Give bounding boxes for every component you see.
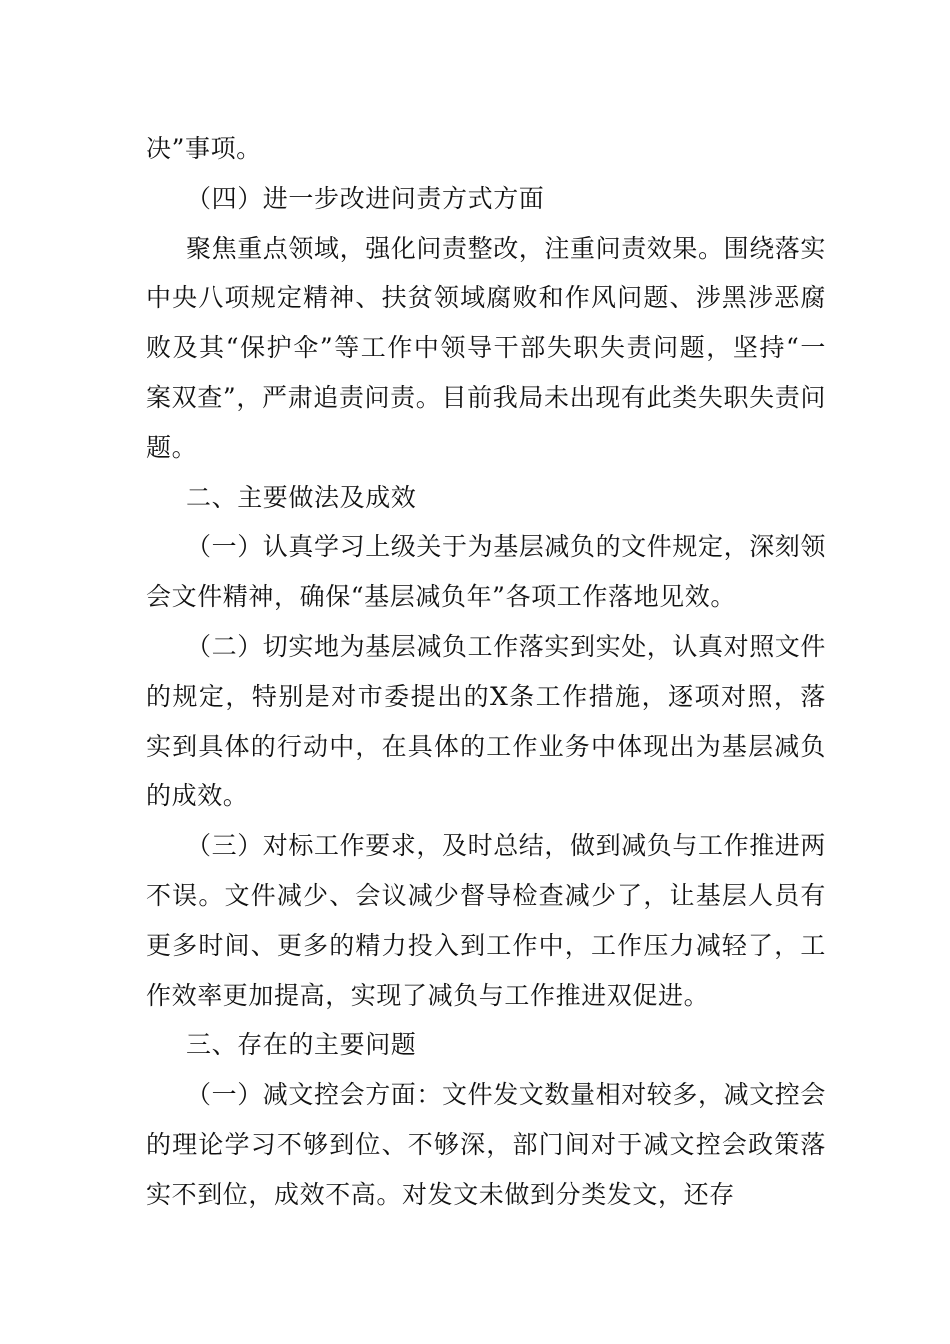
paragraph-practice-one: （一）认真学习上级关于为基层减负的文件规定，深刻领会文件精神，确保“基层减负年”各项工作落地见效。	[146, 532, 827, 612]
section-heading-main-problems: 三、存在的主要问题	[186, 1030, 417, 1060]
section-heading-main-practices: 二、主要做法及成效	[186, 482, 417, 512]
paragraph-accountability: 聚焦重点领域，强化问责整改，注重问责效果。围绕落实中央八项规定精神、扶贫领域腐败和作风问题、涉黑涉恶腐败及其“保护伞”等工作中领导干部失职失责问题，坚持“一案双查”，严肃追责问责。目前我局未出现有此类失职失责问题。	[146, 233, 827, 462]
paragraph-practice-two: （二）切实地为基层减负工作落实到实处，认真对照文件的规定，特别是对市委提出的X条工作措施，逐项对照，落实到具体的行动中，在具体的工作业务中体现出为基层减负的成效。	[146, 631, 827, 811]
section-heading-four: （四）进一步改进问责方式方面	[186, 183, 545, 213]
paragraph-practice-three: （三）对标工作要求，及时总结，做到减负与工作推进两不误。文件减少、会议减少督导检查减少了，让基层人员有更多时间、更多的精力投入到工作中，工作压力减轻了，工作效率更加提高，实现了减负与工作推进双促进。	[146, 831, 827, 1010]
document-body	[146, 124, 826, 1220]
paragraph-continuation: 决”事项。	[146, 134, 262, 163]
paragraph-problem-one: （一）减文控会方面：文件发文数量相对较多，减文控会的理论学习不够到位、不够深，部门间对于减文控会政策落实不到位，成效不高。对发文未做到分类发文，还存	[146, 1080, 827, 1209]
